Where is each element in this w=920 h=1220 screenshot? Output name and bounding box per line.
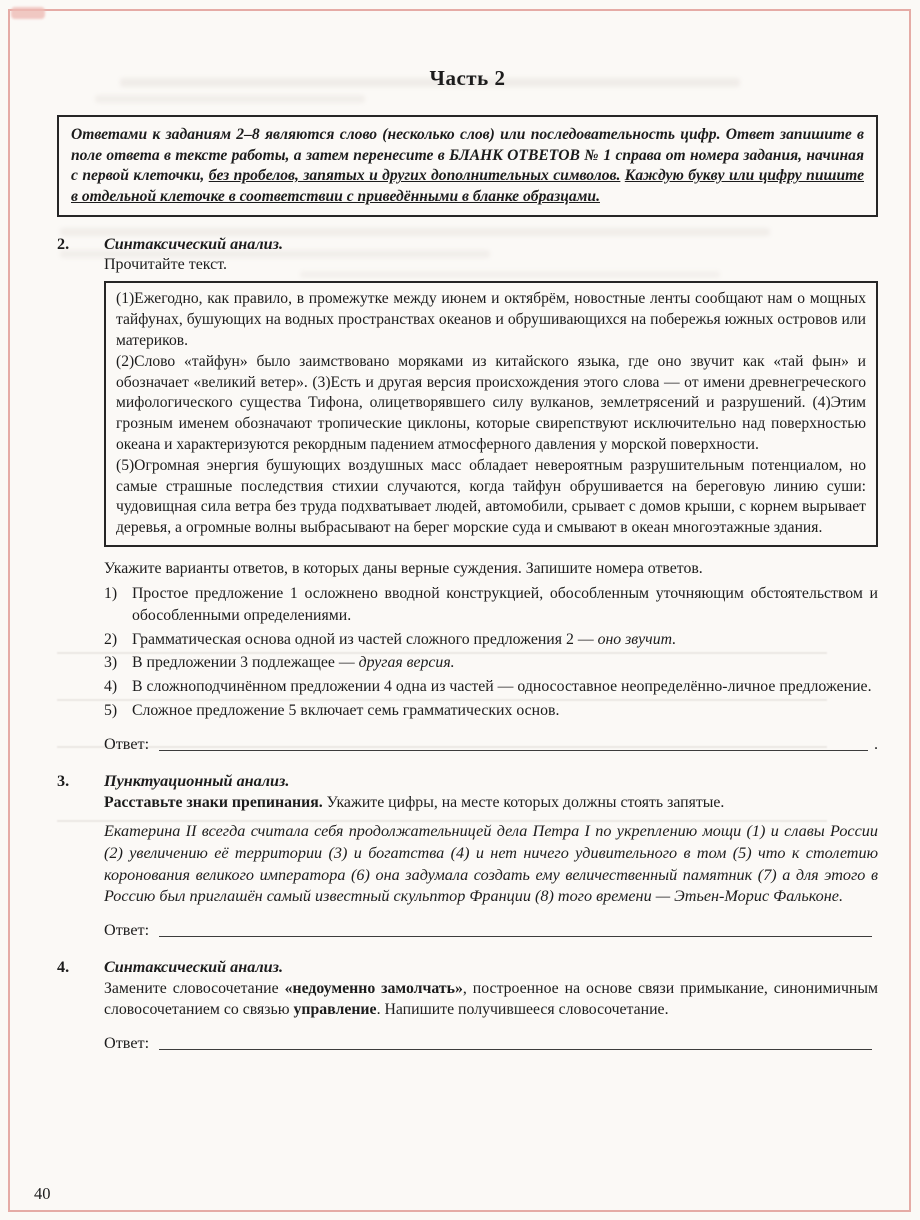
option-number: 2) — [104, 630, 118, 648]
passage-paragraph: (5)Огромная энергия бушующих воздушных масс обладает невероятным разрушительным потенциалом, но самые страшные последствия стихии случаются, когда тайфун обрушивается на береговую линию суши: чудовищная сила ветра без труда подхватывает людей, автомобили, срывает с домов крыши, с корнем вырывает деревья, а огромные волны выбрасывают на берег морские суда и смывают в океан многоэтажные здания. — [116, 456, 866, 537]
part-title: Часть 2 — [429, 66, 506, 90]
task-2-subtitle: Прочитайте текст. — [104, 256, 228, 274]
task-4-head — [57, 958, 878, 977]
task-4-body — [104, 978, 878, 1053]
task-2-answer-row — [104, 734, 878, 754]
task-2-body — [104, 254, 878, 753]
passage-paragraph: (2)Слово «тайфун» было заимствовано моряками из китайского языка, где оно звучит как «тай фын» и обозначает «великий ветер». (3)Есть и другая версия происхождения этого слова — от имени древнегреческого мифологического существа Тифона, олицетворявшего силу вулканов, землетрясений и разрушений. (4)Этим грозным именем обозначают тропические циклоны, которые свирепствуют исключительно над поверхностью океана и характеризуются рекордным падением атмосферного давления у морской поверхности. — [116, 352, 866, 453]
task-2-passage-box — [104, 281, 878, 547]
page-number: 40 — [34, 1184, 51, 1203]
answer-label: Ответ: — [104, 734, 150, 753]
answer-blank-line — [159, 736, 868, 751]
task-2-options — [104, 583, 878, 722]
option-1 — [104, 583, 878, 627]
task-3-prompt: Расставьте знаки препинания. Укажите цифры, на месте которых должны стоять запятые. — [104, 793, 725, 811]
page-content — [57, 54, 878, 1053]
option-text: Простое предложение 1 осложнено вводной конструкцией, обособленным уточняющим обстоятельством и обособленными определениями. — [132, 584, 878, 624]
task-3-number: 3. — [57, 771, 70, 790]
option-number: 3) — [104, 654, 118, 672]
answer-label: Ответ: — [104, 920, 150, 939]
option-2 — [104, 629, 878, 651]
passage-paragraph: (1)Ежегодно, как правило, в промежутке между июнем и октябрём, новостные ленты сообщают нам о мощных тайфунах, бушующих на водных пространствах океанов и обрушивающихся на побережья южных островов или материков. — [116, 290, 866, 349]
task-3-body — [104, 792, 878, 940]
task-4-number: 4. — [57, 957, 70, 976]
option-4 — [104, 676, 878, 698]
answer-label: Ответ: — [104, 1033, 150, 1052]
option-number: 5) — [104, 701, 118, 719]
task-2-question: Укажите варианты ответов, в которых даны верные суждения. Запишите номера ответов. — [104, 559, 703, 577]
instructions-box: Ответами к заданиям 2–8 являются слово (несколько слов) или последовательность цифр. Ответ запишите в поле ответа в тексте работы, а затем перенесите в БЛАНК ОТВЕТОВ № 1 справа от номера задания, начиная с первой клеточки, без пробелов, запятых и других дополнительных символов. Каждую букву или цифру пишите в отдельной клеточке в соответствии с приведёнными в бланке образцами. — [57, 115, 878, 217]
option-text: Грамматическая основа одной из частей сложного предложения 2 — оно звучит. — [132, 630, 677, 648]
task-3-answer-row — [104, 920, 878, 940]
answer-suffix: . — [873, 734, 878, 753]
task-4-answer-row — [104, 1033, 878, 1053]
task-2-head — [57, 235, 878, 254]
option-text: В предложении 3 подлежащее — другая версия. — [132, 654, 455, 672]
option-5 — [104, 700, 878, 722]
task-3-head — [57, 772, 878, 791]
task-2-number: 2. — [57, 235, 70, 254]
task-4-title: Синтаксический анализ. — [104, 957, 284, 976]
option-text: Сложное предложение 5 включает семь грамматических основ. — [132, 701, 560, 719]
option-number: 4) — [104, 678, 118, 696]
task-3 — [57, 772, 878, 940]
task-2-title: Синтаксический анализ. — [104, 235, 284, 254]
option-text: В сложноподчинённом предложении 4 одна из частей — односоставное неопределённо-личное предложение. — [132, 678, 872, 696]
option-number: 1) — [104, 584, 118, 602]
scan-artifact — [11, 7, 45, 19]
task-4-prompt: Замените словосочетание «недоуменно замолчать», построенное на основе связи примыкание, синонимичным словосочетанием со связью управление. Напишите получившееся словосочетание. — [104, 979, 878, 1019]
answer-blank-line — [159, 1035, 872, 1050]
task-3-title: Пунктуационный анализ. — [104, 771, 290, 790]
task-2 — [57, 235, 878, 753]
answer-blank-line — [159, 922, 872, 937]
task-4 — [57, 958, 878, 1053]
option-3 — [104, 652, 878, 674]
task-3-passage: Екатерина II всегда считала себя продолжательницей дела Петра I по укреплению мощи (1) и славы России (2) увеличению её территории (3) и богатства (4) и нет ничего удивительного в том (5) что к столетию коронования великого императора (6) она задумала создать ему величественный памятник (7) а для этого в Россию был приглашён самый известный скульптор Франции (8) того времени — Этьен-Морис Фальконе. — [104, 822, 878, 906]
